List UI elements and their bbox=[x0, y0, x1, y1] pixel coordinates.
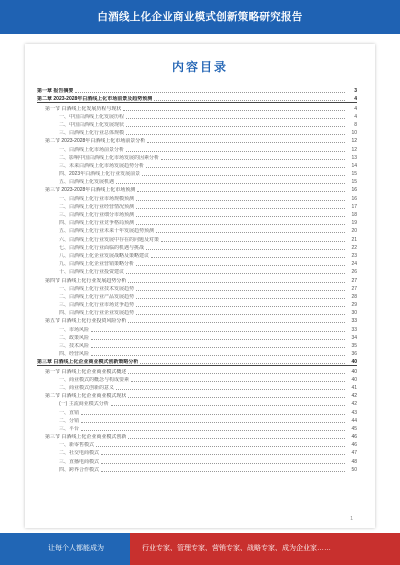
toc-entry-text: 四、经营风险 bbox=[59, 351, 90, 358]
toc-entry-page: 41 bbox=[351, 384, 357, 391]
toc-entry[interactable] bbox=[37, 251, 357, 259]
toc-entry-page: 27 bbox=[351, 277, 357, 284]
toc-entry-page: 23 bbox=[351, 252, 357, 259]
toc-entry-text: 第二节 白酒线上化企业商业模式现状 bbox=[45, 393, 127, 400]
toc-entry-text: 第二章 2023-2028年白酒线上化市场前景及趋势预测 bbox=[37, 96, 153, 103]
toc-entry[interactable] bbox=[37, 456, 357, 464]
toc-entry-page: 8 bbox=[354, 121, 357, 128]
toc-title: 内容目录 bbox=[171, 60, 228, 74]
dot-leader bbox=[101, 463, 345, 464]
dot-leader bbox=[111, 405, 345, 406]
toc-entry[interactable] bbox=[37, 153, 357, 161]
toc-entry-page: 20 bbox=[351, 228, 357, 235]
toc-entry[interactable] bbox=[37, 103, 357, 111]
toc-entry-page: 46 bbox=[351, 434, 357, 441]
toc-entry[interactable] bbox=[37, 407, 357, 415]
toc-entry-page: 48 bbox=[351, 458, 357, 465]
dot-leader bbox=[116, 183, 345, 184]
toc-entry-page: 40 bbox=[351, 359, 357, 366]
toc-entry-text: 第二节 2023-2028年白酒线上化市场前景分析 bbox=[45, 138, 146, 145]
dot-leader bbox=[116, 389, 345, 390]
dot-leader bbox=[81, 422, 345, 423]
dot-leader bbox=[136, 298, 345, 299]
toc-entry-page: 15 bbox=[351, 171, 357, 178]
toc-entry[interactable] bbox=[37, 341, 357, 349]
toc-entry-page: 44 bbox=[351, 417, 357, 424]
toc-entry-text: 二、白酒线上化行业产品发展趋势 bbox=[59, 293, 135, 300]
toc-entry-page: 4 bbox=[354, 113, 357, 120]
toc-entry[interactable] bbox=[37, 259, 357, 267]
toc-entry[interactable] bbox=[37, 424, 357, 432]
toc-entry[interactable] bbox=[37, 316, 357, 324]
toc-entry[interactable] bbox=[37, 120, 357, 128]
toc-entry-page: 33 bbox=[351, 326, 357, 333]
toc-entry[interactable] bbox=[37, 333, 357, 341]
dot-leader bbox=[156, 232, 345, 233]
toc-entry-text: 四、白酒线上化行业竞争格局预测 bbox=[59, 220, 135, 227]
toc-entry-text: 第一章 报告摘要 bbox=[37, 88, 74, 95]
toc-entry-text: 三、平台 bbox=[59, 425, 80, 432]
dot-leader bbox=[128, 438, 345, 439]
toc-entry-page: 16 bbox=[351, 195, 357, 202]
toc-entry-text: 第四节 白酒线上化行业发展趋势分析 bbox=[45, 277, 127, 284]
dot-leader bbox=[101, 454, 345, 455]
toc-entry-text: 三、白酒线上化行业细分市场预测 bbox=[59, 212, 135, 218]
toc-entry[interactable] bbox=[37, 144, 357, 152]
footer-slogan-right: 行业专家、管理专家、营销专家、战略专家、成为企业家…… bbox=[142, 545, 331, 552]
toc-entry[interactable] bbox=[37, 432, 357, 440]
dot-leader bbox=[161, 241, 345, 242]
dot-leader bbox=[126, 151, 345, 152]
dot-leader bbox=[91, 355, 345, 356]
toc-entry-page: 33 bbox=[351, 318, 357, 325]
dot-leader bbox=[128, 373, 345, 374]
toc-entry-page: 10 bbox=[351, 130, 357, 137]
toc-entry-page: 22 bbox=[351, 244, 357, 251]
dot-leader bbox=[128, 282, 345, 283]
toc-entry-text: 一、商业模式的概念与构成要素 bbox=[59, 376, 130, 383]
toc-entry[interactable] bbox=[37, 243, 357, 251]
toc-entry[interactable] bbox=[37, 440, 357, 448]
toc-entry[interactable] bbox=[37, 391, 357, 399]
toc-entry-page: 46 bbox=[351, 442, 357, 449]
toc-entry[interactable] bbox=[37, 448, 357, 456]
dot-leader bbox=[154, 100, 345, 101]
toc-entry-page: 42 bbox=[351, 393, 357, 400]
toc-entry[interactable] bbox=[37, 94, 357, 103]
toc-entry[interactable] bbox=[37, 128, 357, 136]
dot-leader bbox=[128, 397, 345, 398]
toc-entry-page: 45 bbox=[351, 425, 357, 432]
toc-entry[interactable] bbox=[37, 193, 357, 201]
toc-entry-page: 24 bbox=[351, 261, 357, 268]
toc-entry-page: 36 bbox=[351, 351, 357, 358]
toc-entry[interactable] bbox=[37, 383, 357, 391]
dot-leader bbox=[137, 191, 345, 192]
toc-entry-page: 16 bbox=[351, 187, 357, 194]
toc-entry-page: 17 bbox=[351, 203, 357, 210]
toc-entry-text: 一、白酒线上化行业市场规模预测 bbox=[59, 195, 135, 202]
toc-entry[interactable] bbox=[37, 86, 357, 94]
toc-entry[interactable] bbox=[37, 416, 357, 424]
toc-entry-page: 3 bbox=[354, 88, 357, 95]
toc-entry-text: 第三节 2023-2028年白酒线上化市场预测 bbox=[45, 187, 136, 194]
dot-leader bbox=[146, 167, 345, 168]
toc-entry-page: 43 bbox=[351, 409, 357, 416]
dot-leader bbox=[123, 110, 345, 111]
toc-entry[interactable] bbox=[37, 136, 357, 144]
toc-entry-page: 42 bbox=[351, 401, 357, 408]
dot-leader bbox=[147, 142, 345, 143]
toc-entry-page: 34 bbox=[351, 334, 357, 341]
toc-entry-text: 第三章 白酒线上化企业商业模式创新策略分析 bbox=[37, 359, 139, 366]
footer-banner bbox=[0, 533, 400, 565]
dot-leader bbox=[91, 331, 345, 332]
toc-entry[interactable] bbox=[37, 465, 357, 473]
toc-entry[interactable] bbox=[37, 357, 357, 366]
dot-leader bbox=[136, 216, 345, 217]
toc-entry[interactable] bbox=[37, 375, 357, 383]
toc-entry-text: 二、政策风险 bbox=[59, 334, 90, 341]
dot-leader bbox=[91, 347, 345, 348]
toc-entry-page: 4 bbox=[354, 96, 357, 103]
dot-leader bbox=[81, 414, 345, 415]
toc-entry[interactable] bbox=[37, 275, 357, 283]
dot-leader bbox=[161, 159, 345, 160]
toc-entry[interactable] bbox=[37, 267, 357, 275]
footer-slogan-left: 让每个人都能成为 bbox=[48, 545, 104, 552]
report-header bbox=[0, 0, 400, 34]
toc-entry[interactable] bbox=[37, 399, 357, 407]
toc-entry-page: 50 bbox=[351, 466, 357, 473]
dot-leader bbox=[81, 430, 345, 431]
toc-entry[interactable] bbox=[37, 284, 357, 292]
toc-entry-text: 三、技术风险 bbox=[59, 343, 90, 349]
toc-entry-text: 一、新零售模式 bbox=[59, 442, 95, 449]
dot-leader bbox=[128, 322, 345, 323]
toc-entry-text: 十、白酒线上化行业投资建议 bbox=[59, 269, 125, 276]
toc-entry-text: 第一节 白酒线上化发展历程与现状 bbox=[45, 105, 122, 112]
toc-entry[interactable] bbox=[37, 161, 357, 169]
dot-leader bbox=[131, 381, 345, 382]
dot-leader bbox=[136, 314, 345, 315]
toc-entry-text: 一、直销 bbox=[59, 409, 80, 416]
toc-entry-page: 18 bbox=[351, 212, 357, 218]
dot-leader bbox=[101, 471, 345, 472]
toc-entry[interactable] bbox=[37, 185, 357, 193]
dot-leader bbox=[96, 446, 345, 447]
toc-entry-page: 12 bbox=[351, 146, 357, 153]
dot-leader bbox=[136, 208, 345, 209]
toc-entry[interactable] bbox=[37, 177, 357, 185]
toc-entry[interactable] bbox=[37, 324, 357, 332]
toc-entry-text: 二、商业模式创新的意义 bbox=[59, 384, 115, 391]
toc-entry-text: 五、白酒线上化行业未来十年发展趋势预测 bbox=[59, 228, 155, 235]
toc-entry[interactable] bbox=[37, 308, 357, 316]
dot-leader bbox=[142, 175, 345, 176]
dot-leader bbox=[136, 200, 345, 201]
dot-leader bbox=[151, 257, 345, 258]
dot-leader bbox=[126, 118, 345, 119]
toc-entry-page: 29 bbox=[351, 302, 357, 309]
toc-entry-page: 14 bbox=[351, 162, 357, 169]
toc-entry-text: 三、白酒线上化行业市场竞争趋势 bbox=[59, 302, 135, 309]
toc-entry-text: 九、白酒线上化企业营销策略分析 bbox=[59, 261, 135, 268]
toc-entry-page: 21 bbox=[351, 236, 357, 243]
toc-entry-page: 15 bbox=[351, 179, 357, 186]
toc-entry-text: 二、分销 bbox=[59, 417, 80, 424]
page-number: 1 bbox=[350, 516, 353, 522]
dot-leader bbox=[140, 363, 345, 364]
toc-entry-text: 二、社交电商模式 bbox=[59, 450, 100, 457]
dot-leader bbox=[136, 290, 345, 291]
toc-entry-page: 4 bbox=[354, 105, 357, 112]
dot-leader bbox=[126, 134, 345, 135]
dot-leader bbox=[91, 339, 345, 340]
toc-entry-text: 七、白酒线上化行业面临的机遇与挑战 bbox=[59, 244, 145, 251]
toc-entry-page: 13 bbox=[351, 154, 357, 161]
toc-entry[interactable] bbox=[37, 349, 357, 357]
toc-entry-page: 12 bbox=[351, 138, 357, 145]
toc-entry-text: 一、白酒线上化行业技术发展趋势 bbox=[59, 285, 135, 292]
dot-leader bbox=[136, 306, 345, 307]
toc-entry-text: 二、白酒线上化行业经营情况预测 bbox=[59, 203, 135, 210]
toc-entry-text: 四、2023年白酒线上化行业发展前景 bbox=[59, 171, 141, 178]
toc-entry[interactable] bbox=[37, 366, 357, 374]
toc-entry-page: 19 bbox=[351, 220, 357, 227]
toc-entry-text: 第一节 白酒线上化企业商业模式概述 bbox=[45, 368, 127, 375]
toc-entry[interactable] bbox=[37, 218, 357, 226]
toc-list bbox=[37, 86, 357, 473]
toc-entry-text: 第五节 白酒线上化行业投资风险分析 bbox=[45, 318, 127, 325]
dot-leader bbox=[146, 249, 345, 250]
toc-entry[interactable] bbox=[37, 202, 357, 210]
toc-entry-page: 27 bbox=[351, 285, 357, 292]
toc-entry-text: (一) 主流商业模式分析 bbox=[59, 401, 109, 408]
toc-entry[interactable] bbox=[37, 169, 357, 177]
toc-entry-text: 一、白酒线上化市场前景分析 bbox=[59, 146, 125, 153]
dot-leader bbox=[126, 126, 345, 127]
toc-entry-page: 26 bbox=[351, 269, 357, 276]
toc-entry-text: 三、白酒线上化行业总体规模 bbox=[59, 130, 125, 137]
toc-entry-text: 二、中国白酒线上化发展现状 bbox=[59, 121, 125, 128]
toc-entry-text: 一、中国白酒线上化发展历程 bbox=[59, 113, 125, 120]
toc-entry-page: 30 bbox=[351, 310, 357, 317]
toc-entry-text: 二、影响中国白酒线上化市场发展的因素分析 bbox=[59, 154, 160, 161]
toc-entry[interactable] bbox=[37, 210, 357, 218]
toc-entry[interactable] bbox=[37, 112, 357, 120]
toc-entry-text: 六、白酒线上化行业发展中存在的问题及对策 bbox=[59, 236, 160, 243]
toc-entry-text: 四、白酒线上化行业企业发展趋势 bbox=[59, 310, 135, 317]
toc-entry[interactable] bbox=[37, 234, 357, 242]
toc-entry-page: 40 bbox=[351, 376, 357, 383]
toc-entry[interactable] bbox=[37, 226, 357, 234]
toc-entry-page: 40 bbox=[351, 368, 357, 375]
toc-entry-page: 28 bbox=[351, 293, 357, 300]
toc-entry-text: 一、市场风险 bbox=[59, 326, 90, 333]
toc-entry-text: 第三节 白酒线上化企业商业模式创新 bbox=[45, 434, 127, 441]
toc-entry-text: 五、白酒线上化发展机遇 bbox=[59, 179, 115, 186]
toc-entry[interactable] bbox=[37, 292, 357, 300]
toc-entry-text: 四、跨界合作模式 bbox=[59, 466, 100, 473]
toc-entry-text: 三、未来白酒线上化市场发展趋势分析 bbox=[59, 162, 145, 169]
toc-entry-page: 35 bbox=[351, 343, 357, 349]
toc-entry-page: 47 bbox=[351, 450, 357, 457]
toc-entry-text: 八、白酒线上化企业发展战略及策略建议 bbox=[59, 252, 150, 259]
toc-entry-text: 三、直播电商模式 bbox=[59, 458, 100, 465]
dot-leader bbox=[136, 224, 345, 225]
toc-page bbox=[25, 44, 375, 528]
dot-leader bbox=[75, 92, 345, 93]
dot-leader bbox=[126, 273, 345, 274]
report-title: 白酒线上化企业商业模式创新策略研究报告 bbox=[97, 11, 303, 23]
toc-entry[interactable] bbox=[37, 300, 357, 308]
dot-leader bbox=[136, 265, 345, 266]
